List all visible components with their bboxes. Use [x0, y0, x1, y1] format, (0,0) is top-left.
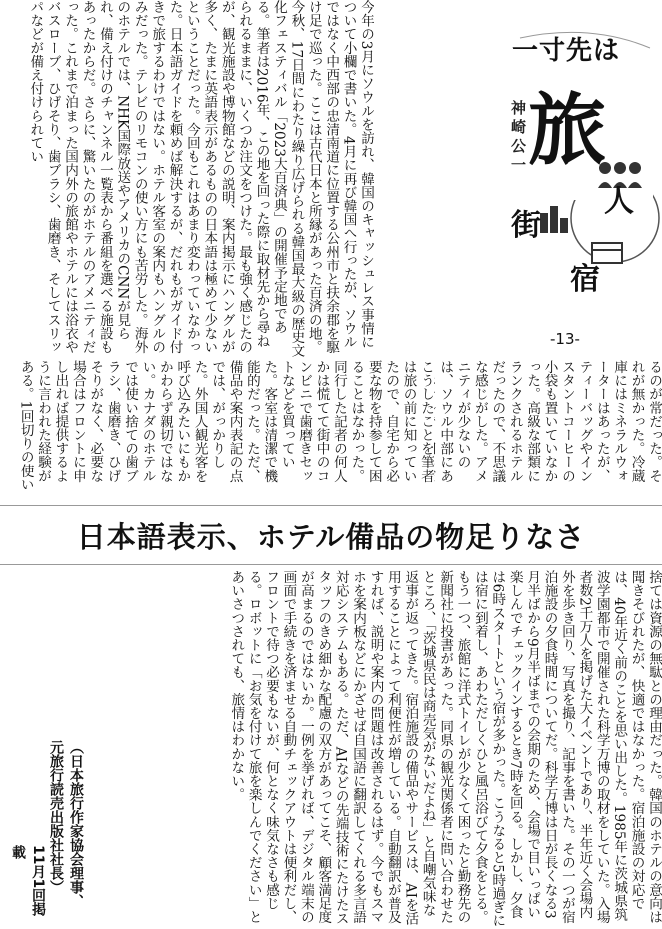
article-body-text: るのが常だった。それが無かった。冷蔵庫にはミネラルウォーターはあったが、ティーバッグやインスタントコーヒーの小袋も置いていなかった。高級な部類にランクされるホテルだったので、不思議な感じがした。アメニティが少ないのは、ソウル中部にあ — [437, 360, 662, 483]
series-title-line1: 一寸先は — [512, 36, 621, 66]
series-title-char-lodging: 宿 — [570, 262, 600, 297]
article-body-text: 捨ては資源の無駄との理由だった。韓国のホテルの意向は聞きそびれたが、快適ではなかった。宿泊施設の対応では、40年近く前のことを思い出した。1985年に茨城県筑波学園都市で開催された科学万博の取材をしていた。入場者数2千万人を掲げた大イベントであり、半年近く会場内外を歩き回り、写真を撮り、記事を書いた。その一つが宿泊施設の夕食時間についてだ。科学万博は日が長くなる3月半ばから9月半ばまでの会期のため、会場で目いっぱい楽しんでチェックインするとき7時を回る。しかし、夕食は6時スタートという宿が多かった。こうなると5時過ぎには宿に到着し、あわただしくひと風呂浴びて夕食をとる。もう一つ、旅館に洋式トイレが少なくて困ったと勤務先の新聞社に投書があった。同県の観光関係者に問い合わせたところ、「茨城県民は商売気がないだよね」と自嘲気味な返事が返ってきた。宿泊施設の備品やサービスは、AIを活用することによって利便性が増している。自動翻訳が普及すれば、説明や案内の問題は改善されるはず。今でもスマホを案内板などにかざせば自国語に翻訳してくれる多言語対応システムもある。ただ、AIなどの先端技術にたけたスタッフのきめ細かな配慮の双方があってこそ、顧客満足度が高まるのではないか。一例を挙げれば、デジタル端末の画面で手続きを済ませる自動チェックアウトは便利だし、フロントで待つ必要もないが、何となく味気なさも感じる。ロボットに「お気を付けて旅を楽しんでください」とあいさつされても、旅情はわかない。 — [228, 570, 662, 928]
article-body-text: こうしたことを筆者は旅の前に知っていたので、自宅から必要な物を持参して困ることはなかった。同行した記者の何人かは慌てて街中のコンビニで歯磨きセットなどを買っていた。客室は清潔で機能的だった。ただ、備品や案内表記の点では、がっかりした。外国人観光客を呼び込みたいにもかかわらず親切ではない。カナダのホテルでは使い捨ての歯ブラシ、歯磨き、ひげそりがなく、必要な場合はフロントに申し出れば提供するように言われた経験がある。1回切りの使い — [17, 360, 434, 492]
article-body-block-2 — [434, 360, 662, 495]
article-body-block-1 — [0, 0, 374, 360]
article-body-text: 今年の3月にソウルを訪れ、韓国のキャッシュレス事情について小欄で書いた。4月に再び韓国へ行ったが、ソウルではなく中西部の忠清南道に位置する公州市と扶余郡を駆け足で巡った。ここは古代日本と所縁があった百済の地。今秋、17日間にわたり繰り広げられる韓国最大級の歴史文化フェスティバル「2023大百済典」の開催予定地である。筆者は2016年、この地を回った際に取材先から尋ねられるままに、いくつか注文をつけた。最も強く感じたのが、観光施設や博物館などの説明、案内掲示にハングルが多く、たまに英語表示があるものの日本語は極めて少ないということだった。今回もこれはあまり変わっていなかった。日本語ガイドを頼めば解決するが、だれもがガイド付きで旅するわけではない。ホテル客室の案内もハングルのみだった。テレビのリモコンの使い方にも苦労した。海外のホテルでは、NHK国際放送やアメリカのCNNが見られ、備え付けのチャンネル一覧表から番組を選べる施設もあったからだ。さらに、驚いたのがホテルのアメニティだった。これまで泊まった国内外の旅館やホテルには浴衣やバスローブ、ひげそり、歯ブラシ、歯磨き、そしてスリッパなどが備え付けられてい — [27, 0, 374, 358]
article-body-block-4 — [0, 570, 662, 929]
series-title-main-char: 旅 — [528, 86, 607, 176]
series-title-char-person: 人 — [604, 184, 634, 219]
city-icon — [540, 213, 548, 233]
series-title-char-town: 街 — [511, 208, 541, 243]
publication-dateline: 11月1回掲載 — [10, 845, 46, 917]
author-name: 神崎公一 — [509, 100, 527, 176]
page-number: -13- — [550, 330, 580, 348]
author-affiliation: （日本旅行作家協会理事、元旅行読売出版社社長） — [48, 740, 84, 908]
article-headline: 日本語表示、ホテル備品の物足りなさ — [0, 505, 662, 565]
article-body-block-3 — [0, 360, 434, 495]
